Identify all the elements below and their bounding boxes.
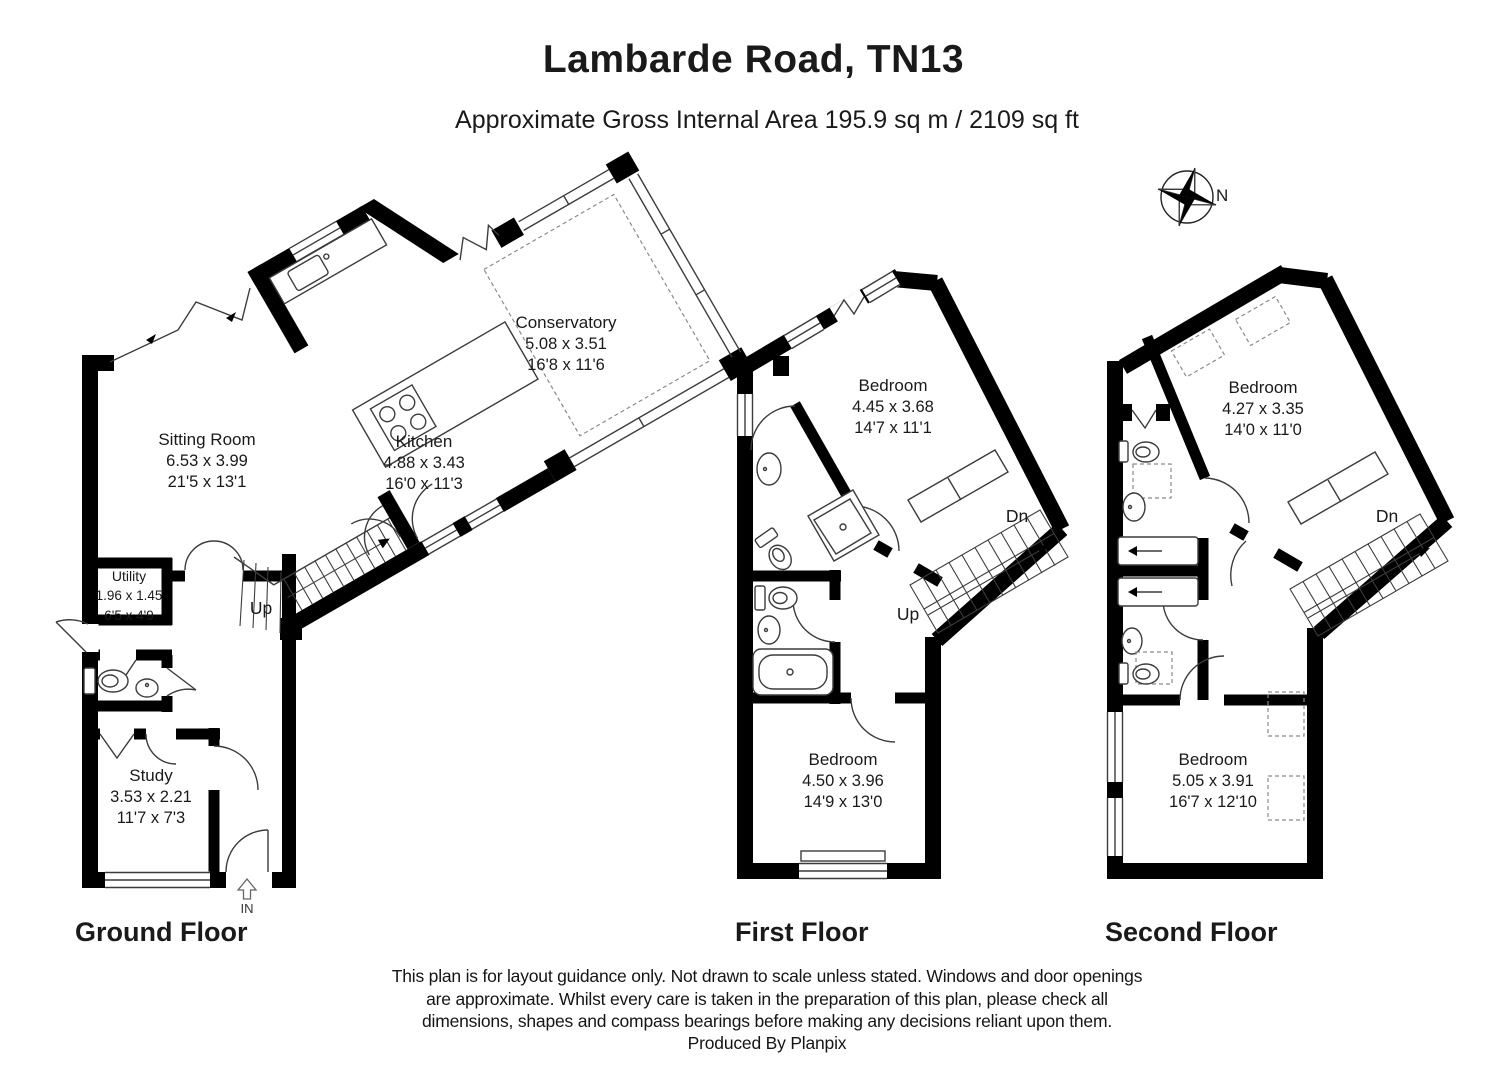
room-size-metric: 4.27 x 3.35 — [1222, 399, 1304, 418]
toilet-icon — [1119, 663, 1159, 684]
room-size-imperial: 11'7 x 7'3 — [116, 809, 186, 827]
room-size-imperial: 14'9 x 13'0 — [803, 793, 883, 811]
basin-icon — [1123, 493, 1145, 521]
room-name: Conservatory — [515, 313, 617, 332]
room-label-study — [110, 765, 192, 830]
room-size-imperial: 14'0 x 11'0 — [1224, 421, 1302, 439]
room-label-bedroom-2f-b — [1169, 749, 1257, 814]
compass-north-label: N — [1216, 186, 1229, 205]
shower-icon — [1118, 537, 1198, 565]
bathroom-fixtures — [753, 586, 833, 695]
wardrobe — [1288, 452, 1388, 524]
room-size-imperial: 6'5 x 4'9 — [104, 608, 154, 623]
stairs-down-label: Dn — [1005, 506, 1029, 526]
bath-icon — [753, 649, 833, 695]
room-size-imperial: 16'0 x 11'3 — [385, 475, 463, 493]
room-name: Bedroom — [1178, 750, 1248, 769]
floor-title-second: Second Floor — [1105, 917, 1278, 947]
ensuite-fixtures — [755, 453, 879, 574]
second-floor-plan — [1107, 272, 1448, 879]
ground-floor-windows — [56, 620, 210, 888]
room-label-sitting-room — [158, 429, 255, 494]
stairs-up-label: Up — [896, 604, 920, 624]
disclaimer-line-1: This plan is for layout guidance only. Not drawn to scale unless stated. Windows and door openings — [391, 966, 1143, 986]
room-size-metric: 6.53 x 3.99 — [166, 451, 248, 470]
page-subtitle: Approximate Gross Internal Area 195.9 sq m / 2109 sq ft — [455, 106, 1079, 134]
room-name: Study — [129, 766, 173, 785]
toilet-icon — [84, 668, 128, 694]
stairs-up-label: Up — [249, 598, 273, 618]
toilet-icon — [1119, 441, 1159, 462]
room-label-bedroom-1f-a — [852, 375, 934, 440]
room-name: Sitting Room — [158, 430, 256, 449]
shower-icon — [808, 490, 879, 561]
compass-rose-icon — [1158, 168, 1216, 226]
room-size-imperial: 21'5 x 13'1 — [167, 473, 247, 491]
room-size-metric: 4.50 x 3.96 — [802, 771, 884, 790]
room-label-conservatory — [515, 312, 616, 377]
storage-dashed — [1133, 464, 1171, 498]
room-size-imperial: 14'7 x 11'1 — [854, 419, 932, 437]
shower-icon — [1118, 578, 1198, 606]
stairs-down-label: Dn — [1375, 506, 1399, 526]
toilet-icon — [755, 527, 797, 574]
staircase-ground — [234, 557, 281, 633]
room-size-metric: 1.96 x 1.45 — [95, 588, 163, 603]
room-label-utility — [96, 566, 163, 626]
staircase-first — [910, 510, 1068, 633]
room-name: Bedroom — [1228, 378, 1298, 397]
room-size-imperial: 16'7 x 12'10 — [1169, 793, 1257, 811]
basin-icon — [136, 679, 158, 697]
disclaimer-line-2: are approximate. Whilst every care is taken in the preparation of this plan, please check all — [426, 989, 1108, 1009]
room-label-bedroom-2f-a — [1222, 377, 1304, 442]
room-size-metric: 5.05 x 3.91 — [1172, 771, 1254, 790]
room-name: Kitchen — [395, 432, 453, 451]
room-label-bedroom-1f-b — [802, 749, 884, 814]
room-name: Bedroom — [858, 376, 928, 395]
floor-title-ground: Ground Floor — [75, 917, 248, 947]
kitchen-conservatory-wing — [128, 77, 753, 632]
room-size-metric: 4.88 x 3.43 — [383, 453, 465, 472]
open-plan-divider — [110, 288, 250, 362]
room-label-kitchen — [383, 431, 465, 496]
bathroom-fixtures — [1118, 578, 1198, 684]
room-size-metric: 3.53 x 2.21 — [110, 787, 192, 806]
toilet-icon — [755, 586, 797, 610]
room-size-imperial: 16'8 x 11'6 — [527, 356, 605, 374]
producer-credit: Produced By Planpix — [687, 1033, 847, 1053]
ensuite-fixtures — [1118, 441, 1198, 565]
page-title: Lambarde Road, TN13 — [542, 38, 965, 81]
wardrobe — [908, 450, 1008, 522]
wc-fixtures — [84, 668, 158, 697]
room-size-metric: 5.08 x 3.51 — [525, 334, 607, 353]
disclaimer-line-3: dimensions, shapes and compass bearings before making any decisions reliant upon them. — [421, 1011, 1112, 1031]
room-size-metric: 4.45 x 3.68 — [852, 397, 934, 416]
basin-icon — [757, 453, 781, 485]
first-floor-walls — [737, 276, 1062, 879]
room-name: Bedroom — [808, 750, 878, 769]
second-floor-walls — [1107, 272, 1447, 879]
floor-title-first: First Floor — [735, 917, 869, 947]
room-name: Utility — [111, 568, 147, 584]
first-floor-plan — [737, 272, 1068, 880]
entrance-in-label: IN — [240, 901, 254, 916]
basin-icon — [1122, 628, 1142, 654]
basin-icon — [758, 616, 780, 644]
